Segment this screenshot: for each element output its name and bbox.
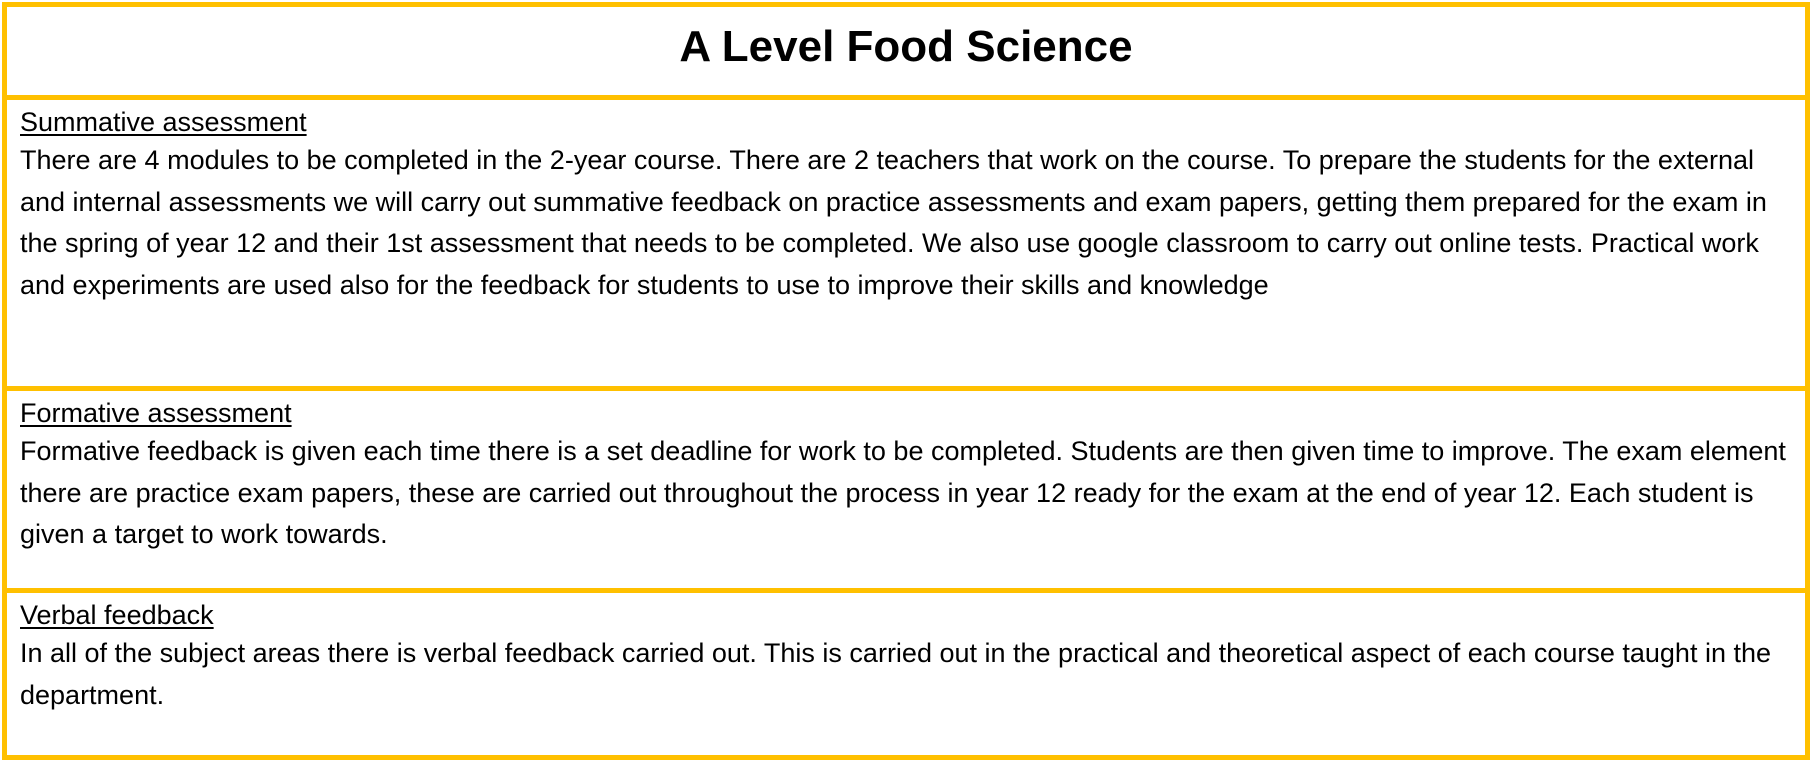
summative-assessment-text[interactable]: There are 4 modules to be completed in the 2-year course. There are 2 teachers that work on the course. To prepare the students for the external and internal assessments we will carry out summative feedback on practice assessments and exam papers, getting them prepared for the exam in the spring of year 12 and their 1st assessment that needs to be completed. We also use google classroom to carry out online tests. Practical work and experiments are used also for the feedback for students to use to improve their skills and knowledge	[20, 145, 1767, 300]
document-title[interactable]: A Level Food Science	[679, 22, 1133, 71]
formative-assessment-text[interactable]: Formative feedback is given each time there is a set deadline for work to be completed. Students are then given time to improve. The exam element there are practice exam papers, these are carried out throughout the process in year 12 ready for the exam at the end of year 12. Each student is given a target to work towards.	[20, 436, 1786, 549]
document-table	[2, 2, 1810, 760]
formative-assessment-heading[interactable]: Formative assessment	[20, 398, 292, 428]
verbal-feedback-heading[interactable]: Verbal feedback	[20, 600, 214, 630]
summative-assessment-heading[interactable]: Summative assessment	[20, 107, 307, 137]
verbal-feedback-cell	[5, 591, 1808, 758]
formative-assessment-cell	[5, 389, 1808, 591]
verbal-row	[5, 591, 1808, 758]
summative-row	[5, 98, 1808, 389]
formative-row	[5, 389, 1808, 591]
title-cell	[5, 5, 1808, 98]
verbal-feedback-text[interactable]: In all of the subject areas there is verbal feedback carried out. This is carried out in the practical and theoretical aspect of each course taught in the department.	[20, 638, 1771, 710]
summative-assessment-cell	[5, 98, 1808, 389]
title-row	[5, 5, 1808, 98]
